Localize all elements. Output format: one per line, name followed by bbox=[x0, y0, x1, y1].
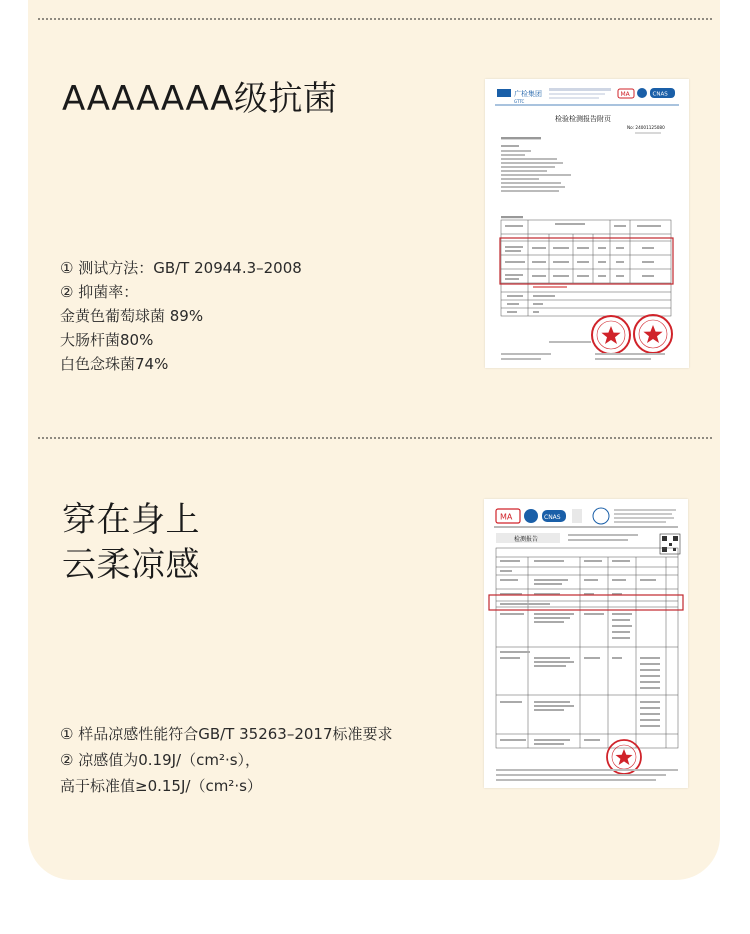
ilac-badge-icon-2 bbox=[524, 509, 538, 523]
report-title-2: 检测报告 bbox=[514, 536, 539, 543]
standard-threshold-line: 高于标准值≥0.15J/（cm²·s） bbox=[60, 777, 262, 795]
cnas-badge-2: CNAS bbox=[544, 514, 561, 521]
divider-top bbox=[38, 18, 712, 20]
org-name-cn: 广检集团 bbox=[514, 90, 542, 98]
report-title: 检验检测报告附页 bbox=[555, 115, 611, 123]
section2-title-line1: 穿在身上 bbox=[62, 500, 200, 540]
report-number: No: 24001125080 bbox=[627, 125, 665, 130]
candida-albicans-rate: 白色念珠菌74% bbox=[60, 355, 169, 373]
cooling-standard-line: ① 样品凉感性能符合GB/T 35263–2017标准要求 bbox=[60, 725, 393, 743]
test-method-line: ① 测试方法：GB/T 20944.3–2008 bbox=[60, 259, 302, 277]
antibacterial-test-report-image bbox=[485, 79, 689, 368]
section1-description bbox=[60, 256, 302, 376]
section1-title: AAAAAAA级抗菌 bbox=[62, 79, 338, 119]
section2-description bbox=[60, 721, 393, 799]
ma-badge: MA bbox=[620, 91, 630, 98]
staph-aureus-rate: 金黄色葡萄球菌 89% bbox=[60, 307, 204, 325]
cooling-value-line: ② 凉感值为0.19J/（cm²·s）， bbox=[60, 751, 261, 769]
gttc-logo-icon bbox=[497, 89, 511, 97]
official-stamp-icon-2 bbox=[607, 740, 641, 774]
section2-title-line2: 云柔凉感 bbox=[62, 545, 200, 585]
divider-middle bbox=[38, 437, 712, 439]
ilac-badge-icon bbox=[637, 88, 647, 98]
ma-badge-2: MA bbox=[500, 512, 513, 522]
org-name-en: GTTC bbox=[514, 99, 525, 104]
inhibition-rate-label: ② 抑菌率： bbox=[60, 283, 139, 301]
cnas-badge: CNAS bbox=[652, 91, 668, 98]
e-coli-rate: 大肠杆菌80% bbox=[60, 331, 154, 349]
cooling-test-report-image bbox=[484, 499, 688, 788]
